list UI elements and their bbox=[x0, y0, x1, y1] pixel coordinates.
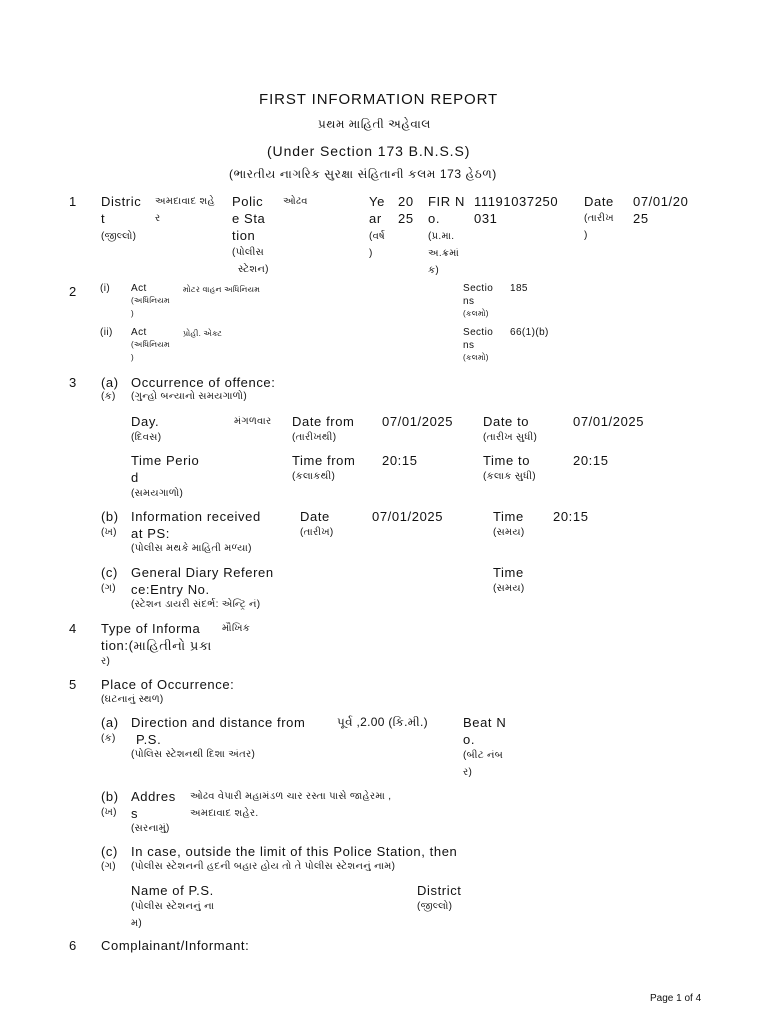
time-from-value: 20:15 bbox=[382, 453, 418, 468]
fir-number-label: FIR N bbox=[428, 194, 465, 209]
year-value: 25 bbox=[398, 211, 414, 226]
beat-number-label: o. bbox=[463, 732, 476, 747]
received-time-label-gujarati: (સમય) bbox=[493, 527, 525, 538]
date-from-label: Date from bbox=[292, 414, 355, 429]
section-number: 4 bbox=[69, 621, 77, 636]
place-of-occurrence-label-gujarati: (ઘટનાનું સ્થળ) bbox=[101, 694, 164, 705]
police-station-value: ઓઢવ bbox=[283, 196, 308, 207]
address-label-gujarati: (સરનામું) bbox=[131, 823, 170, 834]
sections-value: 185 bbox=[510, 283, 528, 294]
information-received-label: at PS: bbox=[131, 526, 171, 541]
page-title-gujarati: પ્રથમ માહિતી અહેવાલ bbox=[318, 117, 431, 131]
sections-label: ns bbox=[463, 296, 475, 307]
place-of-occurrence-label: Place of Occurrence: bbox=[101, 677, 235, 692]
information-received-label-gujarati: (પોલીસ મથકે માહિતી મળ્યા) bbox=[131, 543, 252, 554]
information-type-label-gujarati: ર) bbox=[101, 656, 111, 667]
time-from-label: Time from bbox=[292, 453, 356, 468]
date-label-gujarati: (તારીખ bbox=[584, 213, 614, 224]
sub-label-gujarati: (ગ) bbox=[101, 583, 116, 594]
time-period-label: d bbox=[131, 470, 139, 485]
page-subtitle-gujarati: (ભારતીય નાગરિક સુરક્ષા સંહિતાની કલમ 173 હેઠળ) bbox=[229, 167, 497, 181]
sections-label: Sectio bbox=[463, 327, 494, 338]
police-station-label: Polic bbox=[232, 194, 264, 209]
district-label: Distric bbox=[101, 194, 142, 209]
fir-number-label-gujarati: (પ્ર.મા. bbox=[428, 231, 455, 242]
act-index: (ii) bbox=[100, 327, 113, 338]
day-label-gujarati: (દિવસ) bbox=[131, 432, 162, 443]
page-subtitle: (Under Section 173 B.N.S.S) bbox=[267, 143, 471, 159]
sub-label-gujarati: (ક) bbox=[101, 391, 116, 402]
day-label: Day. bbox=[131, 414, 160, 429]
address-label: s bbox=[131, 806, 139, 821]
date-to-label-gujarati: (તારીખ સુધી) bbox=[483, 432, 538, 443]
district-label-gujarati: (જીલ્લો) bbox=[101, 231, 137, 242]
page-title: FIRST INFORMATION REPORT bbox=[259, 91, 499, 108]
complainant-label: Complainant/Informant: bbox=[101, 938, 250, 953]
sub-label-gujarati: (ક) bbox=[101, 733, 116, 744]
ps-name-label-gujarati: (પોલીસ સ્ટેશનનું ના bbox=[131, 901, 215, 912]
act-label: Act bbox=[131, 327, 147, 338]
time-to-label-gujarati: (કલાક સુધી) bbox=[483, 471, 536, 482]
act-index: (i) bbox=[100, 283, 111, 294]
general-diary-label-gujarati: (સ્ટેશન ડાયરી સંદર્ભ: એન્ટ્રિ નં) bbox=[131, 599, 261, 610]
time-from-label-gujarati: (કલાકથી) bbox=[292, 471, 336, 482]
sub-label: (a) bbox=[101, 715, 119, 730]
date-from-value: 07/01/2025 bbox=[382, 414, 454, 429]
received-time-value: 20:15 bbox=[553, 509, 589, 524]
section-number: 3 bbox=[69, 375, 77, 390]
ps-name-label-gujarati: મ) bbox=[131, 918, 142, 929]
section-number: 6 bbox=[69, 938, 77, 953]
year-label: Ye bbox=[369, 194, 385, 209]
date-label-gujarati: ) bbox=[584, 230, 588, 241]
received-time-label: Time bbox=[493, 509, 524, 524]
year-label-gujarati: ) bbox=[369, 248, 373, 259]
sections-label-gujarati: (કલમો) bbox=[463, 353, 489, 362]
ps-name-label: Name of P.S. bbox=[131, 883, 214, 898]
act-label-gujarati: (અધિનિયમ bbox=[131, 340, 170, 349]
time-period-label: Time Perio bbox=[131, 453, 200, 468]
police-station-label: tion bbox=[232, 228, 256, 243]
sub-label: (b) bbox=[101, 509, 119, 524]
district-value: અમદાવાદ શહે bbox=[155, 196, 215, 207]
direction-distance-label: Direction and distance from bbox=[131, 715, 306, 730]
time-to-value: 20:15 bbox=[573, 453, 609, 468]
address-value: અમદાવાદ શહેર. bbox=[190, 808, 259, 819]
act-label-gujarati: (અધિનિયમ bbox=[131, 296, 170, 305]
act-label-gujarati: ) bbox=[131, 309, 134, 318]
occurrence-heading-gujarati: (ગુન્હો બન્યાનો સમયગાળો) bbox=[131, 391, 247, 402]
received-date-label-gujarati: (તારીખ) bbox=[300, 527, 334, 538]
police-station-label: e Sta bbox=[232, 211, 266, 226]
sections-label: ns bbox=[463, 340, 475, 351]
fir-number-label-gujarati: ક) bbox=[428, 265, 439, 276]
day-value: મંગળવાર bbox=[234, 416, 272, 427]
date-to-label: Date to bbox=[483, 414, 530, 429]
sections-label: Sectio bbox=[463, 283, 494, 294]
time-period-label-gujarati: (સમયગાળો) bbox=[131, 488, 184, 499]
fir-number-value: 11191037250 bbox=[474, 194, 559, 209]
fir-number-label-gujarati: અ.ક્રમાં bbox=[428, 248, 460, 259]
year-label-gujarati: (વર્ષ bbox=[369, 231, 386, 242]
act-value: પ્રોહી. એક્ટ bbox=[183, 329, 223, 338]
outside-limit-label: In case, outside the limit of this Police Station, then bbox=[131, 844, 458, 859]
sub-label: (b) bbox=[101, 789, 119, 804]
sections-value: 66(1)(b) bbox=[510, 327, 549, 338]
section-number: 1 bbox=[69, 194, 77, 209]
district-label: t bbox=[101, 211, 106, 226]
sub-label-gujarati: (ખ) bbox=[101, 527, 117, 538]
act-value: મોટર વાહન અધિનિયમ bbox=[183, 285, 261, 294]
fir-number-value: 031 bbox=[474, 211, 498, 226]
date-label: Date bbox=[584, 194, 614, 209]
act-label-gujarati: ) bbox=[131, 353, 134, 362]
direction-distance-label: P.S. bbox=[136, 732, 162, 747]
section-number: 2 bbox=[69, 284, 77, 299]
district-value: ર bbox=[155, 213, 161, 224]
information-received-label: Information received bbox=[131, 509, 261, 524]
sub-label: (a) bbox=[101, 375, 119, 390]
year-label: ar bbox=[369, 211, 382, 226]
diary-time-label: Time bbox=[493, 565, 524, 580]
outside-district-label: District bbox=[417, 883, 462, 898]
page-number: Page 1 of 4 bbox=[650, 993, 702, 1004]
outside-district-label-gujarati: (જીલ્લો) bbox=[417, 901, 453, 912]
act-label: Act bbox=[131, 283, 147, 294]
general-diary-label: ce:Entry No. bbox=[131, 582, 210, 597]
outside-limit-label-gujarati: (પોલીસ સ્ટેશનની હદની બહાર હોય તો તે પોલીસ સ્ટેશનનું નામ) bbox=[131, 861, 396, 872]
received-date-label: Date bbox=[300, 509, 330, 524]
time-to-label: Time to bbox=[483, 453, 531, 468]
beat-number-label-gujarati: ર) bbox=[463, 767, 473, 778]
address-value: ઓઢવ વેપારી મહામંડળ ચાર રસ્તા પાસે જાહેરમા , bbox=[190, 791, 392, 802]
sections-label-gujarati: (કલમો) bbox=[463, 309, 489, 318]
date-value: 25 bbox=[633, 211, 649, 226]
date-value: 07/01/20 bbox=[633, 194, 689, 209]
date-from-label-gujarati: (તારીખથી) bbox=[292, 432, 337, 443]
police-station-label-gujarati: સ્ટેશન) bbox=[238, 264, 269, 275]
beat-number-label: Beat N bbox=[463, 715, 507, 730]
general-diary-label: General Diary Referen bbox=[131, 565, 274, 580]
fir-number-label: o. bbox=[428, 211, 441, 226]
received-date-value: 07/01/2025 bbox=[372, 509, 444, 524]
beat-number-label-gujarati: (બીટ નંબ bbox=[463, 750, 504, 761]
section-number: 5 bbox=[69, 677, 77, 692]
sub-label-gujarati: (ગ) bbox=[101, 861, 116, 872]
police-station-label-gujarati: (પોલીસ bbox=[232, 247, 265, 258]
direction-distance-label-gujarati: (પોલિસ સ્ટેશનથી દિશા અંતર) bbox=[131, 749, 256, 760]
diary-time-label-gujarati: (સમય) bbox=[493, 583, 525, 594]
sub-label: (c) bbox=[101, 844, 118, 859]
date-to-value: 07/01/2025 bbox=[573, 414, 645, 429]
sub-label: (c) bbox=[101, 565, 118, 580]
direction-distance-value: પૂર્વ ,2.00 (કિ.મી.) bbox=[337, 715, 428, 729]
address-label: Addres bbox=[131, 789, 176, 804]
sub-label-gujarati: (ખ) bbox=[101, 807, 117, 818]
information-type-label: tion:(માહિતીનો પ્રકા bbox=[101, 638, 212, 653]
occurrence-heading: Occurrence of offence: bbox=[131, 375, 276, 390]
year-value: 20 bbox=[398, 194, 414, 209]
information-type-value: મૌખિક bbox=[222, 623, 251, 634]
information-type-label: Type of Informa bbox=[101, 621, 201, 636]
